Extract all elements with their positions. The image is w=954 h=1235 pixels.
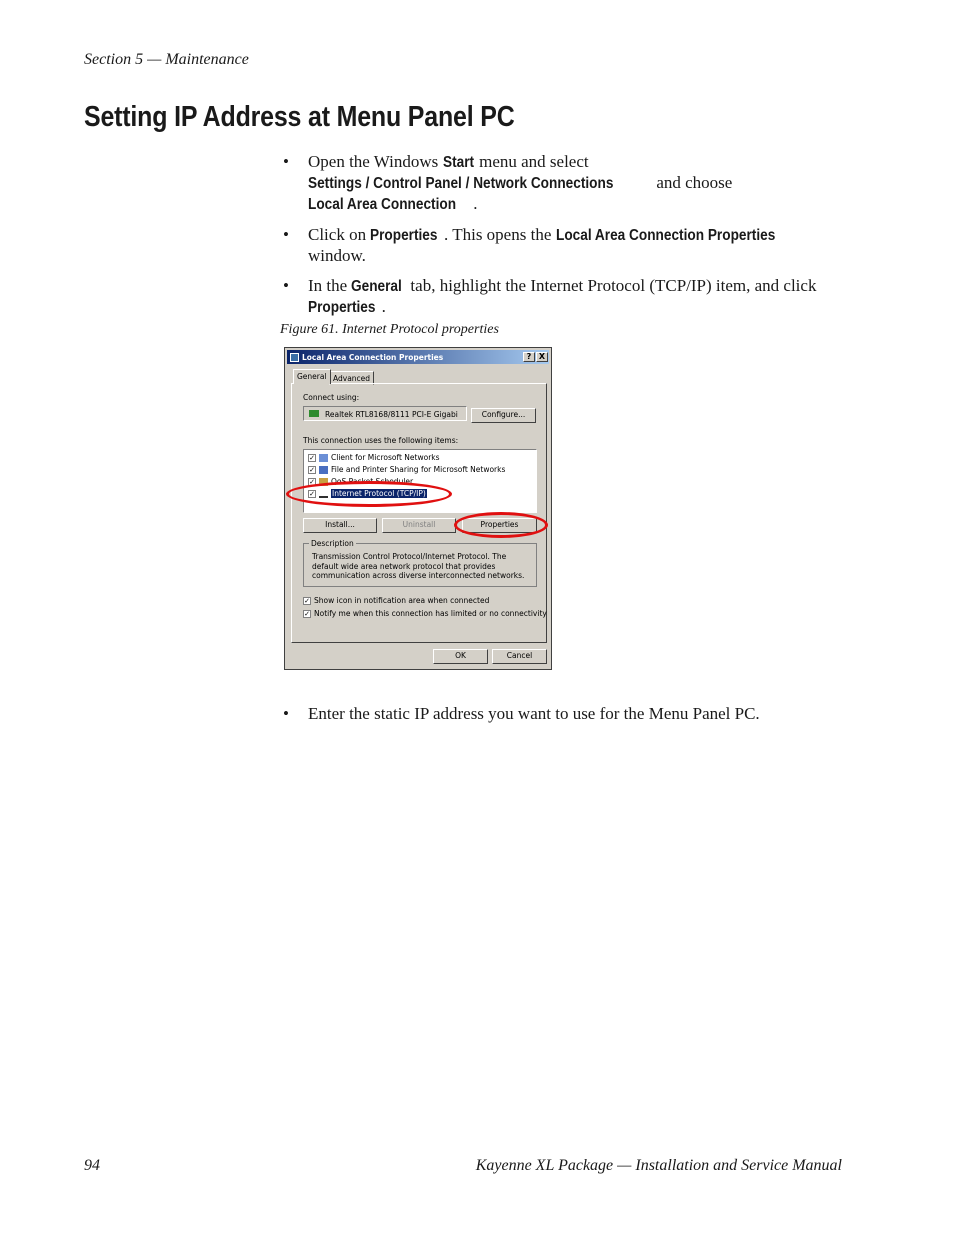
lan-properties-dialog (284, 347, 552, 670)
adapter-name: Realtek RTL8168/8111 PCI-E Gigabi (325, 410, 458, 419)
connect-using-label: Connect using: (303, 393, 360, 402)
properties-button[interactable]: Properties (462, 518, 537, 533)
tab-advanced[interactable]: Advanced (329, 371, 374, 385)
adapter-icon (309, 410, 319, 417)
tab-general[interactable]: General (293, 369, 331, 384)
figure-caption: Figure 61. Internet Protocol properties (280, 322, 499, 337)
checkbox[interactable]: ✓ (304, 596, 310, 605)
step-list (283, 704, 843, 734)
client-icon (319, 454, 328, 462)
ok-button[interactable]: OK (433, 649, 488, 664)
step-item (283, 225, 843, 266)
list-item[interactable] (308, 452, 440, 463)
configure-button[interactable]: Configure... (471, 408, 536, 423)
description-label: Description (311, 539, 354, 548)
checkbox[interactable]: ✓ (309, 453, 315, 462)
checkbox[interactable]: ✓ (304, 609, 310, 618)
step-text: and choose (652, 173, 733, 192)
step-text: menu and select (474, 152, 589, 171)
step-text: . (381, 297, 386, 316)
item-label: File and Printer Sharing for Microsoft Networks (331, 465, 506, 474)
close-button[interactable]: X (536, 352, 548, 362)
checkbox[interactable]: ✓ (309, 489, 315, 498)
step-text: Enter the static IP address you want to use for the Menu Panel PC. (308, 704, 760, 723)
page-number: 94 (84, 1157, 100, 1174)
step-keyword: General (351, 278, 403, 295)
network-icon (290, 353, 299, 362)
option-label: Show icon in notification area when connected (314, 596, 490, 605)
description-text: Transmission Control Protocol/Internet Protocol. The default wide area network protocol that provides communication across diverse interconnected networks. (312, 552, 525, 580)
highlight-ring (286, 481, 452, 507)
step-keyword: Local Area Connection (308, 196, 457, 213)
bullet-icon: • (283, 704, 289, 723)
notify-option[interactable] (303, 608, 547, 619)
step-item (283, 276, 843, 318)
item-label: Internet Protocol (TCP/IP) (332, 489, 426, 498)
step-text: In the (308, 276, 352, 295)
manual-title: Kayenne XL Package — Installation and Service Manual (475, 1157, 842, 1174)
step-item (283, 704, 843, 724)
highlight-ring (454, 512, 548, 538)
step-keyword: Local Area Connection Properties (555, 227, 775, 244)
item-label: Client for Microsoft Networks (331, 453, 440, 462)
cancel-button[interactable]: Cancel (492, 649, 547, 664)
step-text: Open the Windows (308, 152, 443, 171)
help-button[interactable]: ? (523, 352, 535, 362)
step-keyword: Properties (308, 299, 376, 316)
bullet-icon: • (283, 225, 289, 244)
step-text: . (473, 194, 478, 213)
dialog-titlebar (287, 350, 549, 364)
page-title: Setting IP Address at Menu Panel PC (84, 101, 515, 133)
printer-sharing-icon (319, 466, 328, 474)
item-label: QoS Packet Scheduler (331, 477, 414, 486)
bullet-icon: • (283, 152, 289, 171)
list-item[interactable] (308, 464, 505, 475)
step-keyword: Start (442, 154, 474, 171)
checkbox[interactable]: ✓ (309, 465, 315, 474)
dialog-title: Local Area Connection Properties (302, 352, 444, 362)
step-text: . This opens the (444, 225, 556, 244)
bullet-icon: • (283, 276, 289, 295)
description-group (303, 539, 537, 587)
step-list (283, 152, 843, 328)
option-label: Notify me when this connection has limited or no connectivity (314, 609, 547, 618)
section-label: Section 5 — Maintenance (84, 51, 249, 68)
step-text: window. (308, 246, 366, 265)
checkbox[interactable]: ✓ (309, 477, 315, 486)
step-text: tab, highlight the Internet Protocol (TCP/IP) item, and click (406, 276, 817, 295)
install-button[interactable]: Install... (303, 518, 377, 533)
uninstall-button[interactable]: Uninstall (382, 518, 456, 533)
step-item (283, 152, 843, 215)
step-keyword: Properties (370, 227, 438, 244)
show-icon-option[interactable] (303, 595, 489, 606)
items-label: This connection uses the following items: (303, 436, 459, 445)
adapter-field (303, 406, 467, 421)
step-text: Click on (308, 225, 371, 244)
step-keyword: Settings / Control Panel / Network Connections (308, 175, 614, 192)
